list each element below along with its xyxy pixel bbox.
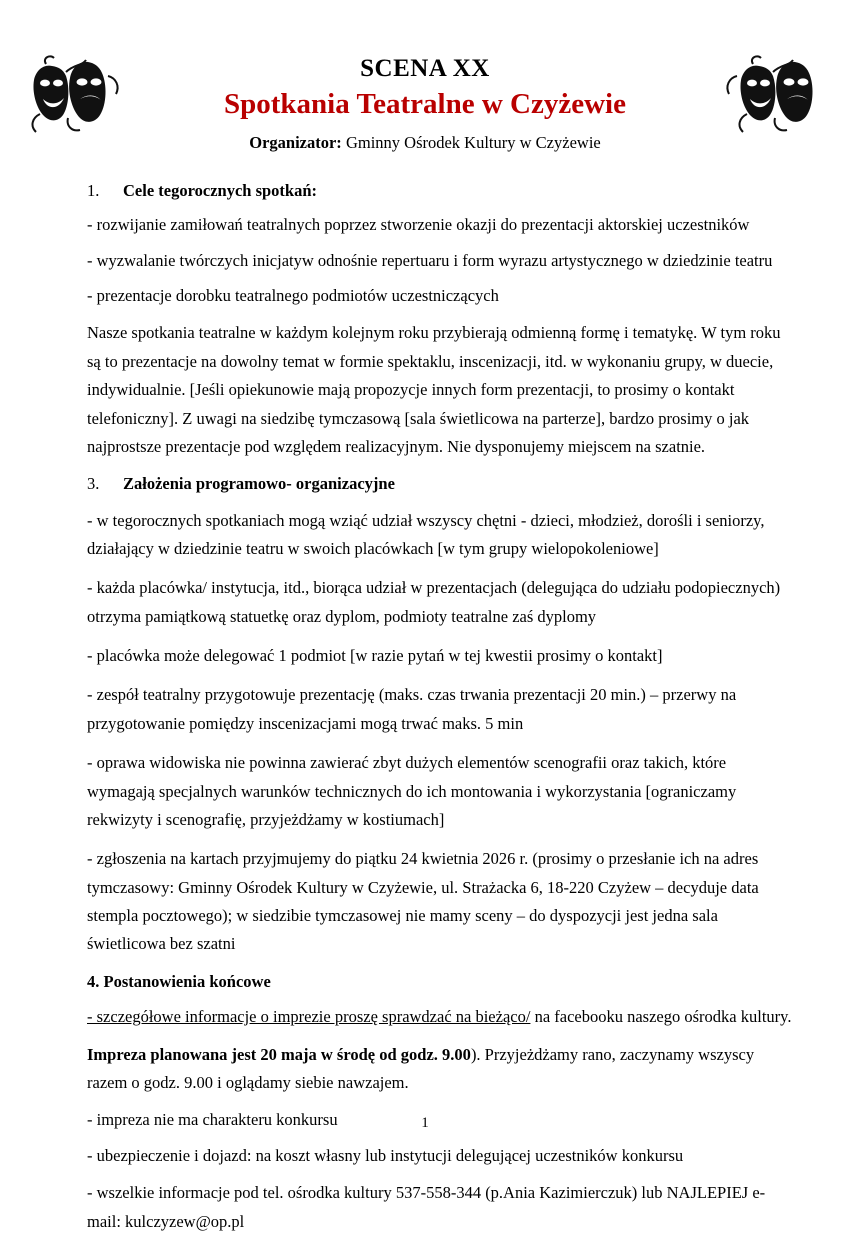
organizer-label: Organizator: <box>249 133 342 153</box>
section-1-paragraph: Nasze spotkania teatralne w każdym kolejnym roku przybierają odmienną formę i tematykę. W tym roku są to prezentacje na dowolny temat w formie spektaklu, inscenizacji, itd. w wykonaniu grupy, w duecie, indywidualnie. [Jeśli opiekunowie mają propozycje innych form prezentacji, to prosimy o kontakt telefoniczny]. Z uwagi na siedzibę tymczasową [sala świetlicowa na parterze], bardzo prosimy o jak najprostsze prezentacje pod względem realizacyjnym. Nie dysponujemy miejscem na szatnie. <box>87 323 781 456</box>
section-4-line-1: - impreza nie ma charakteru konkursu <box>87 1110 338 1130</box>
section-1-title: Cele tegorocznych spotkań: <box>123 180 318 200</box>
section-4-line-3: - wszelkie informacje pod tel. ośrodka kultury 537-558-344 (p.Ania Kazimierczuk) lub NAJLEPIEJ e-mail: kulczyzew@op.pl <box>87 1183 766 1231</box>
section-3-line-5: - oprawa widowiska nie powinna zawierać zbyt dużych elementów scenografii oraz takich, które wymagają specjalnych warunków technicznych do ich montowania i wykorzystania [ograniczamy rekwizyty i scenografię, przyjeżdżamy w kostiumach] <box>87 753 737 829</box>
section-1-line-3: - prezentacje dorobku teatralnego podmiotów uczestniczących <box>87 285 499 305</box>
section-3-title: Założenia programowo- organizacyjne <box>123 474 395 494</box>
event-line-suffix: ). Przyjeżdżamy rano, zaczynamy wszyscy razem o godz. 9.00 i oglądamy siebie nawzajem. <box>87 1044 755 1093</box>
section-3-line-6: - zgłoszenia na kartach przyjmujemy do piątku 24 kwietnia 2026 r. (prosimy o przesłanie ich na adres tymczasowy: Gminny Ośrodek Kultury w Czyżewie, ul. Strażacka 6, 18-220 Czyżew – decyduje data stempla pocztowego); w siedzibie tymczasowej nie mamy sceny – do dyspozycji jest jedna sala świetlicowa bez szatni <box>87 849 759 954</box>
section-3-number: 3. <box>87 474 100 494</box>
event-line-bold: 20 maja w środę od godz. 9.00 <box>260 1044 471 1064</box>
event-line-prefix: Impreza planowana jest <box>87 1044 261 1064</box>
section-1-line-2: - wyzwalanie twórczych inicjatyw odnośnie repertuaru i form wyrazu artystycznego w dziedzinie teatru <box>87 250 773 270</box>
organizer-value: Gminny Ośrodek Kultury w Czyżewie <box>341 133 601 153</box>
page-title: SCENA XX <box>360 55 490 82</box>
section-1-line-1: - rozwijanie zamiłowań teatralnych poprzez stworzenie okazji do prezentacji aktorskiej uczestników <box>87 215 750 235</box>
info-after-text: na facebooku naszego ośrodka kultury. <box>530 1007 792 1027</box>
section-3-line-1: - w tegorocznych spotkaniach mogą wziąć udział wszyscy chętni - dzieci, młodzież, dorośli i seniorzy, działający w dziedzinie teatru w swoich placówkach [w tym grupy wielopokoleniowe] <box>87 510 765 558</box>
section-3-line-2: - każda placówka/ instytucja, itd., biorąca udział w prezentacjach (delegująca do udziału podopiecznych) otrzyma pamiątkową statuetkę oraz dyplom, podmioty teatralne zaś dyplomy <box>87 578 781 626</box>
section-4-line-2: - ubezpieczenie i dojazd: na koszt własny lub instytucji delegującej uczestników konkursu <box>87 1145 684 1165</box>
section-4-heading: 4. Postanowienia końcowe <box>87 971 271 991</box>
section-3-line-3: - placówka może delegować 1 podmiot [w razie pytań w tej kwestii prosimy o kontakt] <box>87 646 663 666</box>
section-1-heading <box>87 180 795 202</box>
page-number: 1 <box>421 1115 429 1131</box>
info-underlined-text[interactable]: - szczegółowe informacje o imprezie proszę sprawdzać na bieżąco/ <box>87 1007 531 1027</box>
section-1-number: 1. <box>87 180 100 200</box>
section-4-event-line <box>87 1041 795 1098</box>
section-3-heading <box>87 473 795 495</box>
theatre-masks-icon <box>22 52 127 140</box>
section-3-line-4: - zespół teatralny przygotowuje prezentację (maks. czas trwania prezentacji 20 min.) – przerwy na przygotowanie pomiędzy inscenizacjami mogą trwać maks. 5 min <box>87 685 737 733</box>
page-subtitle: Spotkania Teatralne w Czyżewie <box>224 87 626 120</box>
theatre-masks-icon <box>723 52 828 140</box>
section-4-info-line <box>87 1005 795 1028</box>
document-body <box>45 180 805 1236</box>
